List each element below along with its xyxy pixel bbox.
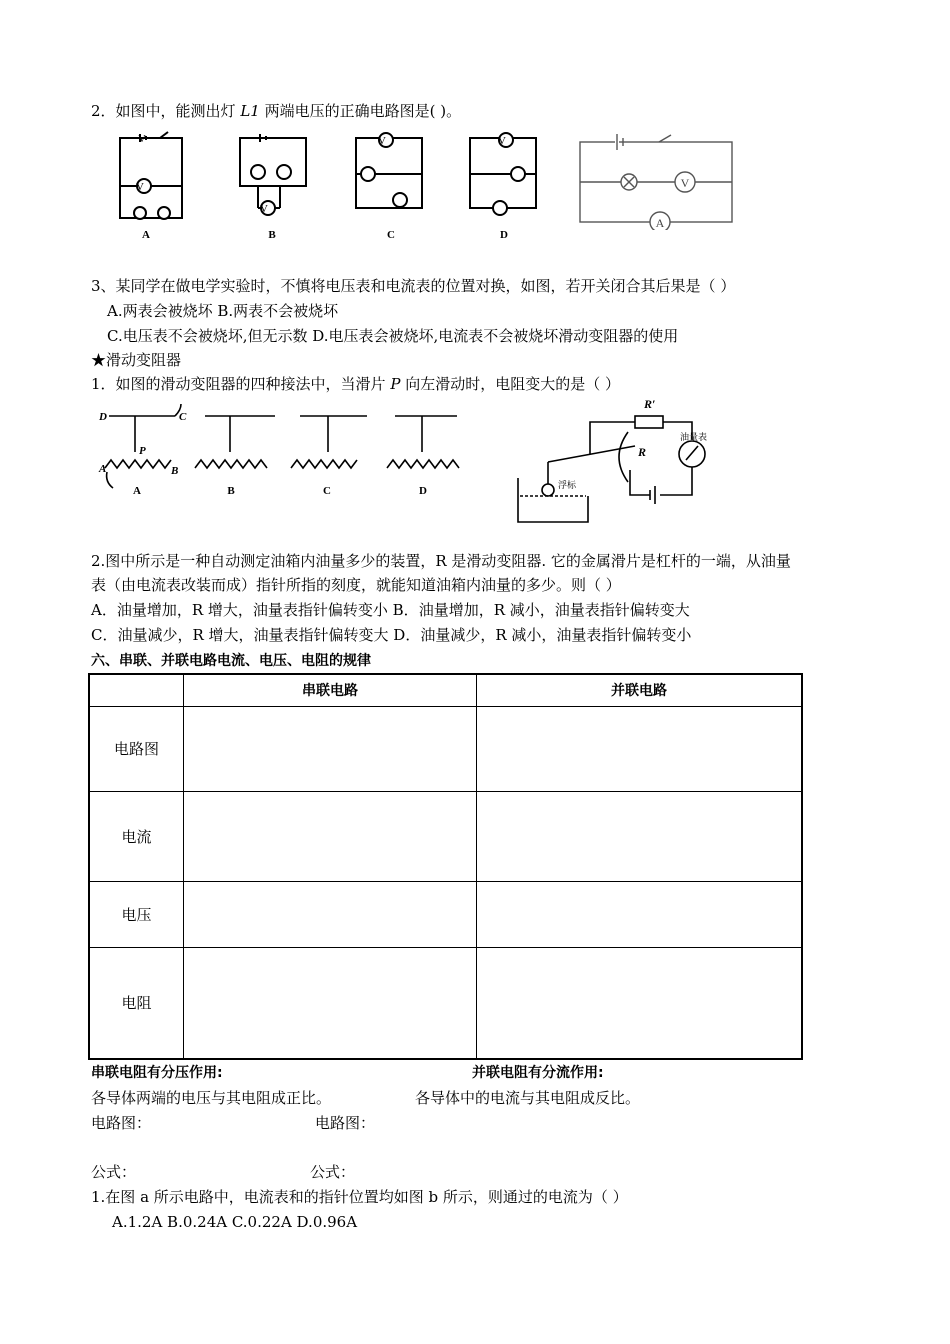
svg-text:C: C	[179, 411, 187, 423]
section6-title: 六、串联、并联电路电流、电压、电阻的规律	[91, 653, 371, 669]
svg-text:V: V	[378, 135, 386, 147]
q3-options-2: C.电压表不会被烧坏,但无示数 D.电压表会被烧坏,电流表不会被烧坏滑动变阻器的使用	[107, 327, 679, 345]
parallel-circuit-label: 电路图：	[315, 1114, 376, 1132]
svg-text:P: P	[139, 445, 146, 457]
q3-options-1: A.两表会被烧坏 B.两表不会被烧坏	[107, 302, 339, 320]
rheostat-label-c: C	[323, 485, 331, 497]
svg-text:V: V	[498, 135, 506, 147]
q3-circuit-figure	[575, 130, 740, 230]
table-cell[interactable]	[184, 791, 477, 881]
svg-text:R′: R′	[644, 397, 656, 411]
rheostat-q2-options-2: C．油量减少，R 增大，油量表指针偏转变大 D．油量减少，R 减小，油量表指针偏转变小	[91, 626, 692, 644]
table-header-empty	[89, 674, 184, 706]
final-question: 1.在图 a 所示电路中，电流表和的指针位置均如图 b 所示，则通过的电流为（ ）	[91, 1188, 628, 1206]
table-cell[interactable]	[477, 881, 803, 947]
svg-text:浮标: 浮标	[558, 480, 577, 490]
rheostat-q2-line2: 表（由电流表改装而成）指针所指的刻度，就能知道油箱内油量的多少。则（ ）	[91, 576, 621, 594]
series-circuit-label: 电路图：	[91, 1114, 152, 1132]
svg-text:B: B	[171, 465, 179, 477]
oil-gauge-figure	[510, 390, 735, 530]
table-row-current: 电流	[89, 791, 184, 881]
rheostat-q2-options-1: A．油量增加，R 增大，油量表指针偏转变小 B．油量增加，R 减小，油量表指针偏转变大	[91, 601, 690, 619]
series-formula-label: 公式：	[91, 1163, 137, 1181]
svg-text:V: V	[136, 181, 144, 193]
table-cell[interactable]	[184, 947, 477, 1059]
table-cell[interactable]	[477, 706, 803, 791]
rheostat-c	[291, 416, 367, 468]
rheostat-label-b: B	[227, 485, 235, 497]
svg-text:V: V	[260, 203, 268, 215]
q2-label-b: B	[268, 229, 276, 241]
svg-text:油量表: 油量表	[680, 432, 708, 442]
parallel-note-title: 并联电阻有分流作用:	[472, 1065, 604, 1081]
rules-table	[88, 673, 803, 1060]
table-cell[interactable]	[184, 881, 477, 947]
table-row-resistance: 电阻	[89, 947, 184, 1059]
svg-text:V: V	[138, 133, 146, 145]
svg-text:A: A	[655, 216, 665, 230]
parallel-note-text: 各导体中的电流与其电阻成反比。	[415, 1089, 641, 1107]
q2-label-a: A	[142, 229, 150, 241]
rheostat-d	[387, 416, 459, 468]
table-cell[interactable]	[477, 947, 803, 1059]
series-note-title: 串联电阻有分压作用:	[91, 1065, 223, 1081]
circuit-a	[120, 132, 182, 219]
rheostat-figures	[95, 402, 485, 502]
rheostat-label-d: D	[419, 485, 427, 497]
section-rheostat-title: ★滑动变阻器	[91, 351, 182, 369]
svg-text:V: V	[680, 176, 690, 190]
svg-text:R: R	[638, 445, 647, 459]
table-cell[interactable]	[477, 791, 803, 881]
table-header-series: 串联电路	[184, 674, 477, 706]
svg-text:D: D	[99, 411, 107, 423]
table-row-voltage: 电压	[89, 881, 184, 947]
svg-text:A: A	[99, 463, 107, 475]
q2-question: 2．如图中，能测出灯 L1 两端电压的正确电路图是( )。	[91, 102, 462, 120]
rheostat-q1: 1．如图的滑动变阻器的四种接法中，当滑片 P 向左滑动时，电阻变大的是（ ）	[91, 375, 620, 393]
final-options: A.1.2A B.0.24A C.0.22A D.0.96A	[112, 1213, 358, 1231]
parallel-formula-label: 公式：	[310, 1163, 356, 1181]
rheostat-q2-line1: 2.图中所示是一种自动测定油箱内油量多少的装置，R 是滑动变阻器. 它的金属滑片是杠杆的一端，从油量	[91, 552, 791, 570]
q2-circuit-figures	[110, 128, 550, 248]
circuit-c	[356, 133, 422, 208]
series-note-text: 各导体两端的电压与其电阻成正比。	[91, 1089, 332, 1107]
circuit-b	[240, 134, 306, 215]
q2-label-c: C	[387, 229, 395, 241]
rheostat-b	[195, 416, 275, 468]
rheostat-label-a: A	[133, 485, 141, 497]
table-cell[interactable]	[184, 706, 477, 791]
q2-label-d: D	[500, 229, 508, 241]
q3-question: 3、某同学在做电学实验时，不慎将电压表和电流表的位置对换，如图，若开关闭合其后果是（ ）	[91, 277, 736, 295]
table-header-parallel: 并联电路	[477, 674, 803, 706]
table-row-circuit: 电路图	[89, 706, 184, 791]
